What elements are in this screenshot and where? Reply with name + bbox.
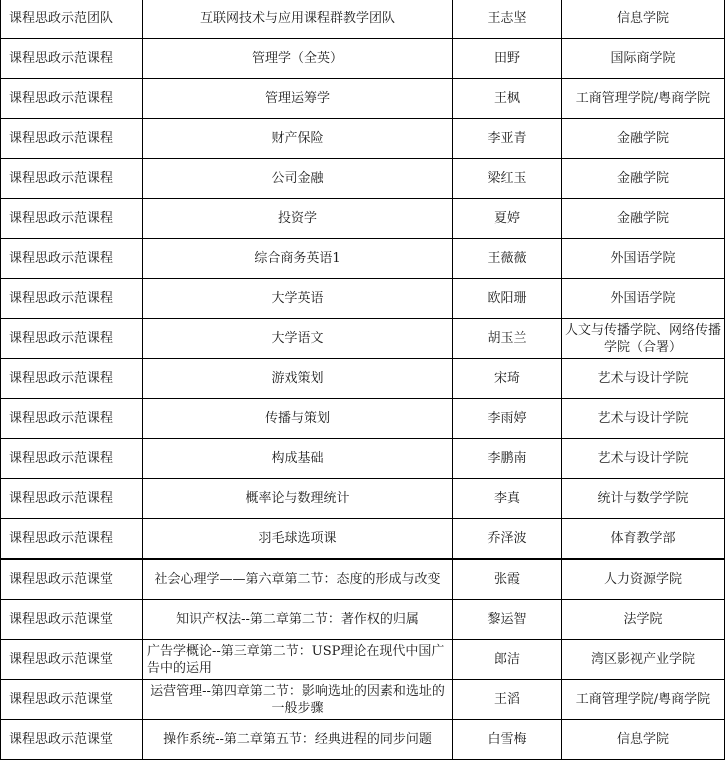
person-cell: 黎运智 <box>453 600 562 640</box>
type-cell: 课程思政示范课程 <box>1 199 143 239</box>
table-row <box>1 279 725 319</box>
table-row <box>1 0 725 39</box>
type-cell: 课程思政示范课堂 <box>1 640 143 680</box>
name-cell: 管理学（全英） <box>143 39 453 79</box>
type-cell: 课程思政示范课程 <box>1 439 143 479</box>
name-cell: 游戏策划 <box>143 359 453 399</box>
college-cell: 国际商学院 <box>562 39 725 79</box>
name-cell: 广告学概论--第三章第二节：USP理论在现代中国广告中的运用 <box>143 640 453 680</box>
name-cell: 运营管理--第四章第二节：影响选址的因素和选址的一般步骤 <box>143 680 453 720</box>
type-cell: 课程思政示范课程 <box>1 159 143 199</box>
college-cell: 金融学院 <box>562 119 725 159</box>
type-cell: 课程思政示范课程 <box>1 279 143 319</box>
table-row <box>1 159 725 199</box>
college-cell: 艺术与设计学院 <box>562 359 725 399</box>
type-cell: 课程思政示范课堂 <box>1 559 143 600</box>
person-cell: 欧阳珊 <box>453 279 562 319</box>
person-cell: 李鹏南 <box>453 439 562 479</box>
college-cell: 艺术与设计学院 <box>562 439 725 479</box>
college-cell: 外国语学院 <box>562 239 725 279</box>
person-cell: 胡玉兰 <box>453 319 562 359</box>
table-row <box>1 319 725 359</box>
person-cell: 王枫 <box>453 79 562 119</box>
name-cell: 大学语文 <box>143 319 453 359</box>
college-cell: 信息学院 <box>562 0 725 39</box>
type-cell: 课程思政示范课程 <box>1 119 143 159</box>
table-row <box>1 119 725 159</box>
college-cell: 体育教学部 <box>562 519 725 560</box>
person-cell: 王志坚 <box>453 0 562 39</box>
person-cell: 王薇薇 <box>453 239 562 279</box>
type-cell: 课程思政示范课程 <box>1 319 143 359</box>
college-cell: 金融学院 <box>562 199 725 239</box>
college-cell: 法学院 <box>562 600 725 640</box>
name-cell: 管理运筹学 <box>143 79 453 119</box>
table-row <box>1 239 725 279</box>
name-cell: 构成基础 <box>143 439 453 479</box>
type-cell: 课程思政示范课程 <box>1 399 143 439</box>
table-row <box>1 199 725 239</box>
college-cell: 信息学院 <box>562 720 725 760</box>
type-cell: 课程思政示范课程 <box>1 39 143 79</box>
table-row <box>1 439 725 479</box>
name-cell: 综合商务英语1 <box>143 239 453 279</box>
person-cell: 白雪梅 <box>453 720 562 760</box>
college-cell: 工商管理学院/粤商学院 <box>562 79 725 119</box>
college-cell: 湾区影视产业学院 <box>562 640 725 680</box>
name-cell: 操作系统--第二章第五节：经典进程的同步问题 <box>143 720 453 760</box>
type-cell: 课程思政示范课堂 <box>1 720 143 760</box>
name-cell: 投资学 <box>143 199 453 239</box>
name-cell: 羽毛球选项课 <box>143 519 453 560</box>
table-row <box>1 559 725 600</box>
person-cell: 梁红玉 <box>453 159 562 199</box>
person-cell: 李亚青 <box>453 119 562 159</box>
person-cell: 李真 <box>453 479 562 519</box>
type-cell: 课程思政示范课程 <box>1 519 143 560</box>
name-cell: 大学英语 <box>143 279 453 319</box>
table-row <box>1 79 725 119</box>
type-cell: 课程思政示范团队 <box>1 0 143 39</box>
type-cell: 课程思政示范课程 <box>1 359 143 399</box>
type-cell: 课程思政示范课程 <box>1 479 143 519</box>
table-row <box>1 680 725 720</box>
person-cell: 郎洁 <box>453 640 562 680</box>
table-row <box>1 39 725 79</box>
college-cell: 统计与数学学院 <box>562 479 725 519</box>
name-cell: 知识产权法--第二章第二节：著作权的归属 <box>143 600 453 640</box>
table-row <box>1 720 725 760</box>
table-row <box>1 479 725 519</box>
type-cell: 课程思政示范课堂 <box>1 680 143 720</box>
college-cell: 人力资源学院 <box>562 559 725 600</box>
person-cell: 李雨婷 <box>453 399 562 439</box>
table-row <box>1 519 725 560</box>
person-cell: 宋琦 <box>453 359 562 399</box>
type-cell: 课程思政示范课堂 <box>1 600 143 640</box>
type-cell: 课程思政示范课程 <box>1 239 143 279</box>
name-cell: 概率论与数理统计 <box>143 479 453 519</box>
person-cell: 田野 <box>453 39 562 79</box>
person-cell: 夏婷 <box>453 199 562 239</box>
person-cell: 张霞 <box>453 559 562 600</box>
name-cell: 公司金融 <box>143 159 453 199</box>
name-cell: 财产保险 <box>143 119 453 159</box>
name-cell: 传播与策划 <box>143 399 453 439</box>
college-cell: 金融学院 <box>562 159 725 199</box>
college-cell: 艺术与设计学院 <box>562 399 725 439</box>
name-cell: 社会心理学——第六章第二节：态度的形成与改变 <box>143 559 453 600</box>
table-row <box>1 640 725 680</box>
type-cell: 课程思政示范课程 <box>1 79 143 119</box>
table-row <box>1 359 725 399</box>
name-cell: 互联网技术与应用课程群教学团队 <box>143 0 453 39</box>
college-cell: 人文与传播学院、网络传播学院（合署） <box>562 319 725 359</box>
table-row <box>1 399 725 439</box>
person-cell: 王滔 <box>453 680 562 720</box>
table-row <box>1 600 725 640</box>
person-cell: 乔泽波 <box>453 519 562 560</box>
college-cell: 工商管理学院/粤商学院 <box>562 680 725 720</box>
college-cell: 外国语学院 <box>562 279 725 319</box>
